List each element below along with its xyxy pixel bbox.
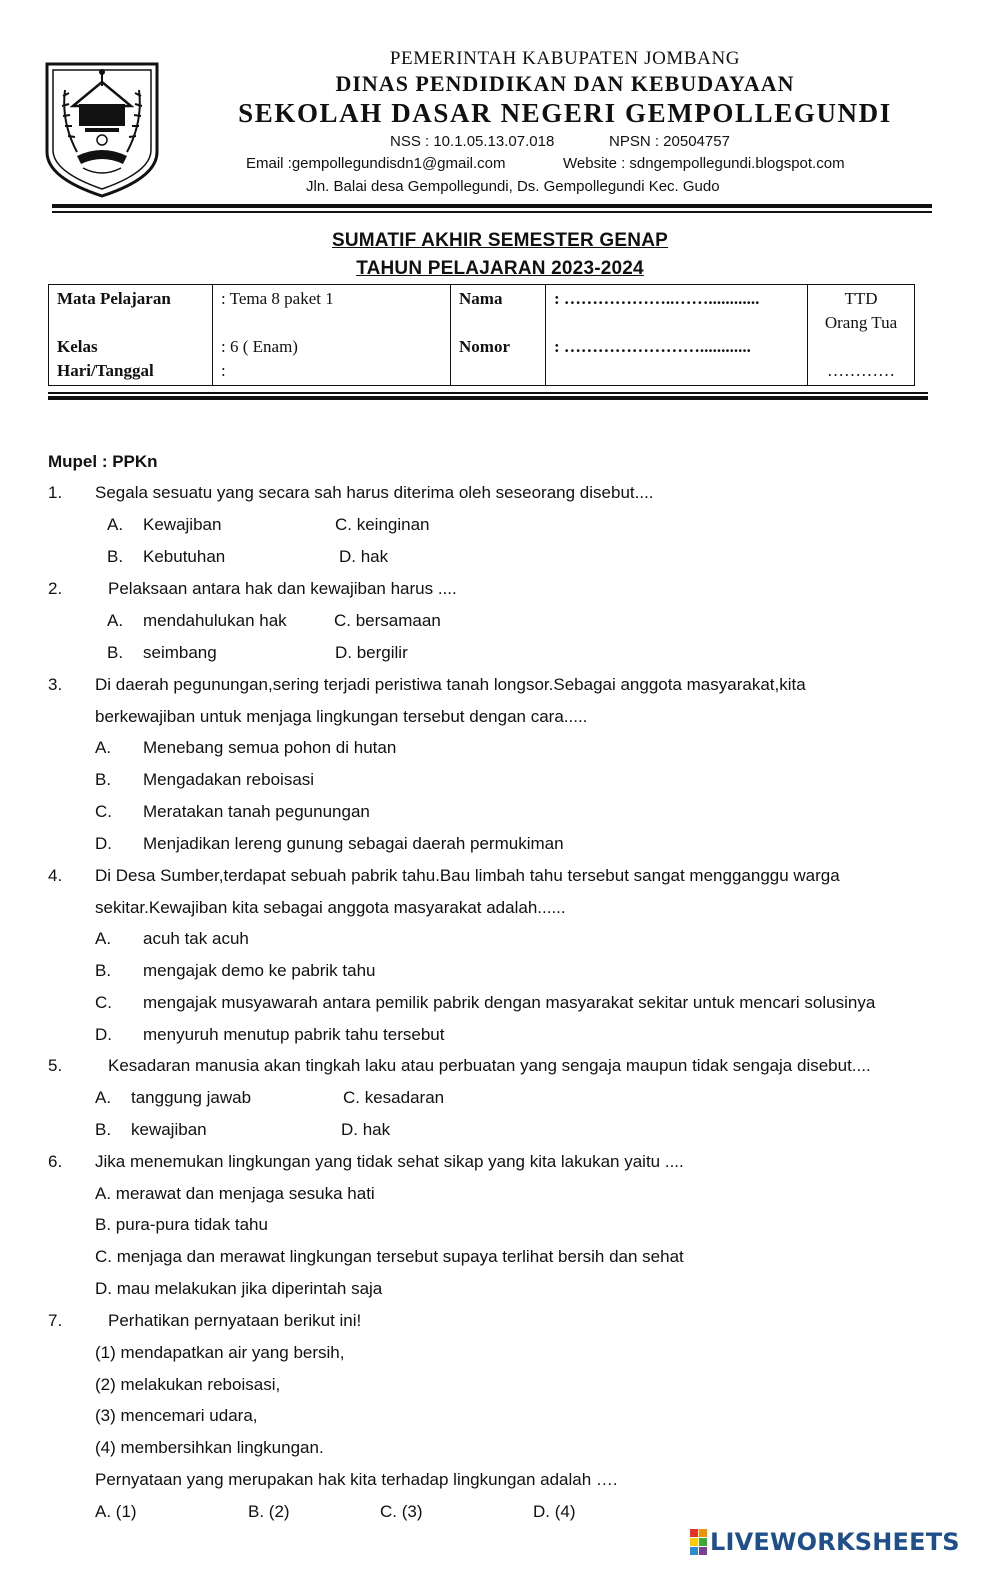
question-number: 4. (48, 866, 63, 885)
header-department: DINAS PENDIDIKAN DAN KEBUDAYAAN (335, 71, 795, 96)
grid-cell (699, 1529, 707, 1537)
label-nama: Nama (459, 289, 503, 308)
option-letter[interactable]: C. (95, 802, 112, 821)
option-text[interactable]: C. keinginan (335, 515, 430, 534)
header-address: Jln. Balai desa Gempollegundi, Ds. Gempollegundi Kec. Gudo (306, 178, 720, 195)
liveworksheets-wordmark: LIVEWORKSHEETS (710, 1528, 960, 1556)
header-school-name: SEKOLAH DASAR NEGERI GEMPOLLEGUNDI (238, 98, 892, 128)
option-letter[interactable]: B. (95, 1120, 112, 1139)
option-letter[interactable]: A. (95, 738, 112, 757)
option-letter[interactable]: D. (95, 1025, 112, 1044)
liveworksheets-grid-icon (690, 1529, 707, 1555)
option-text[interactable]: A. merawat dan menjaga sesuka hati (95, 1184, 375, 1203)
label-nomor: Nomor (459, 337, 510, 356)
option-text[interactable]: mengajak musyawarah antara pemilik pabrik dengan masyarakat sekitar untuk mencari solusinya (143, 993, 876, 1012)
question-text: Di Desa Sumber,terdapat sebuah pabrik tahu.Bau limbah tahu tersebut sangat mengganggu warga (95, 866, 840, 885)
question-text: Di daerah pegunungan,sering terjadi peristiwa tanah longsor.Sebagai anggota masyarakat,kita (95, 675, 806, 694)
subject-label: Mupel : PPKn (48, 452, 158, 471)
question-number: 1. (48, 483, 63, 502)
grid-cell (690, 1538, 698, 1546)
option-letter[interactable]: A. (95, 1088, 112, 1107)
option-letter[interactable]: A. (95, 929, 112, 948)
option-letter[interactable]: B. (95, 961, 112, 980)
value-hari-tanggal[interactable]: : (221, 361, 226, 380)
question-text-continued: berkewajiban untuk menjaga lingkungan tersebut dengan cara..... (95, 707, 588, 726)
option-text[interactable]: C. menjaga dan merawat lingkungan tersebut supaya terlihat bersih dan sehat (95, 1247, 684, 1266)
option-text[interactable]: mendahulukan hak (143, 611, 287, 630)
label-orang-tua: Orang Tua (824, 313, 898, 332)
option-letter[interactable]: B. (107, 643, 124, 662)
question-text-continued: sekitar.Kewajiban kita sebagai anggota masyarakat adalah...... (95, 898, 566, 917)
option-text[interactable]: C. (3) (380, 1502, 423, 1521)
option-text[interactable]: D. mau melakukan jika diperintah saja (95, 1279, 383, 1298)
label-mata-pelajaran: Mata Pelajaran (57, 289, 171, 308)
student-info-table (48, 284, 915, 386)
option-text[interactable]: Kebutuhan (143, 547, 226, 566)
question-number: 2. (48, 579, 63, 598)
option-letter[interactable]: D. (95, 834, 112, 853)
table-divider-thin (48, 392, 928, 394)
header-npsn: NPSN : 20504757 (609, 133, 730, 150)
option-text[interactable]: tanggung jawab (131, 1088, 252, 1107)
header-website: Website : sdngempollegundi.blogspot.com (563, 155, 845, 172)
statement-item: (3) mencemari udara, (95, 1406, 258, 1425)
option-letter[interactable]: A. (107, 515, 124, 534)
question-number: 3. (48, 675, 63, 694)
question-number: 7. (48, 1311, 63, 1330)
option-text[interactable]: Meratakan tanah pegunungan (143, 802, 370, 821)
option-text[interactable]: C. kesadaran (343, 1088, 445, 1107)
option-text[interactable]: menyuruh menutup pabrik tahu tersebut (143, 1025, 445, 1044)
header-nss: NSS : 10.1.05.13.07.018 (390, 133, 555, 150)
grid-cell (690, 1547, 698, 1555)
label-ttd: TTD (844, 289, 878, 308)
statement-item: (1) mendapatkan air yang bersih, (95, 1343, 345, 1362)
option-text[interactable]: Kewajiban (143, 515, 222, 534)
question-number: 6. (48, 1152, 63, 1171)
option-text[interactable]: B. pura-pura tidak tahu (95, 1215, 268, 1234)
option-text[interactable]: kewajiban (131, 1120, 207, 1139)
option-text[interactable]: D. (4) (533, 1502, 576, 1521)
value-nomor[interactable]: : ……………………............ (554, 337, 751, 356)
question-text: Segala sesuatu yang secara sah harus diterima oleh seseorang disebut.... (95, 483, 654, 502)
option-text[interactable]: seimbang (143, 643, 217, 662)
value-ttd[interactable]: ………… (827, 361, 895, 380)
exam-year: TAHUN PELAJARAN 2023-2024 (356, 258, 644, 279)
label-hari-tanggal: Hari/Tanggal (57, 361, 154, 380)
header-government: PEMERINTAH KABUPATEN JOMBANG (389, 48, 741, 69)
grid-cell (699, 1547, 707, 1555)
question-text: Perhatikan pernyataan berikut ini! (108, 1311, 362, 1330)
option-text[interactable]: D. hak (341, 1120, 391, 1139)
option-text[interactable]: mengajak demo ke pabrik tahu (143, 961, 376, 980)
question-prompt: Pernyataan yang merupakan hak kita terhadap lingkungan adalah …. (95, 1470, 618, 1489)
header-divider-thick (52, 204, 932, 208)
value-mata-pelajaran: : Tema 8 paket 1 (221, 289, 334, 308)
option-text[interactable]: C. bersamaan (334, 611, 441, 630)
value-nama[interactable]: : ………………..……............ (554, 289, 760, 308)
question-text: Jika menemukan lingkungan yang tidak sehat sikap yang kita lakukan yaitu .... (95, 1152, 684, 1171)
option-text[interactable]: Mengadakan reboisasi (143, 770, 315, 789)
liveworksheets-logo[interactable] (690, 1527, 960, 1557)
option-text[interactable]: B. (2) (248, 1502, 290, 1521)
option-letter[interactable]: B. (95, 770, 112, 789)
header-email: Email :gempollegundisdn1@gmail.com (246, 155, 506, 172)
option-text[interactable]: acuh tak acuh (143, 929, 249, 948)
option-letter[interactable]: A. (107, 611, 124, 630)
option-text[interactable]: A. (1) (95, 1502, 137, 1521)
label-kelas: Kelas (57, 337, 98, 356)
exam-title: SUMATIF AKHIR SEMESTER GENAP (331, 230, 668, 251)
option-text[interactable]: D. bergilir (335, 643, 408, 662)
value-kelas: : 6 ( Enam) (221, 337, 298, 356)
statement-item: (4) membersihkan lingkungan. (95, 1438, 324, 1457)
header-divider-thin (52, 211, 932, 213)
question-text: Kesadaran manusia akan tingkah laku atau perbuatan yang sengaja maupun tidak sengaja disebut.... (108, 1056, 871, 1075)
statement-item: (2) melakukan reboisasi, (95, 1375, 281, 1394)
option-text[interactable]: Menjadikan lereng gunung sebagai daerah permukiman (143, 834, 564, 853)
option-text[interactable]: D. hak (339, 547, 389, 566)
option-text[interactable]: Menebang semua pohon di hutan (143, 738, 397, 757)
grid-cell (699, 1538, 707, 1546)
option-letter[interactable]: B. (107, 547, 124, 566)
option-letter[interactable]: C. (95, 993, 112, 1012)
grid-cell (690, 1529, 698, 1537)
question-text: Pelaksaan antara hak dan kewajiban harus .... (108, 579, 457, 598)
table-divider-thick (48, 396, 928, 400)
question-number: 5. (48, 1056, 63, 1075)
